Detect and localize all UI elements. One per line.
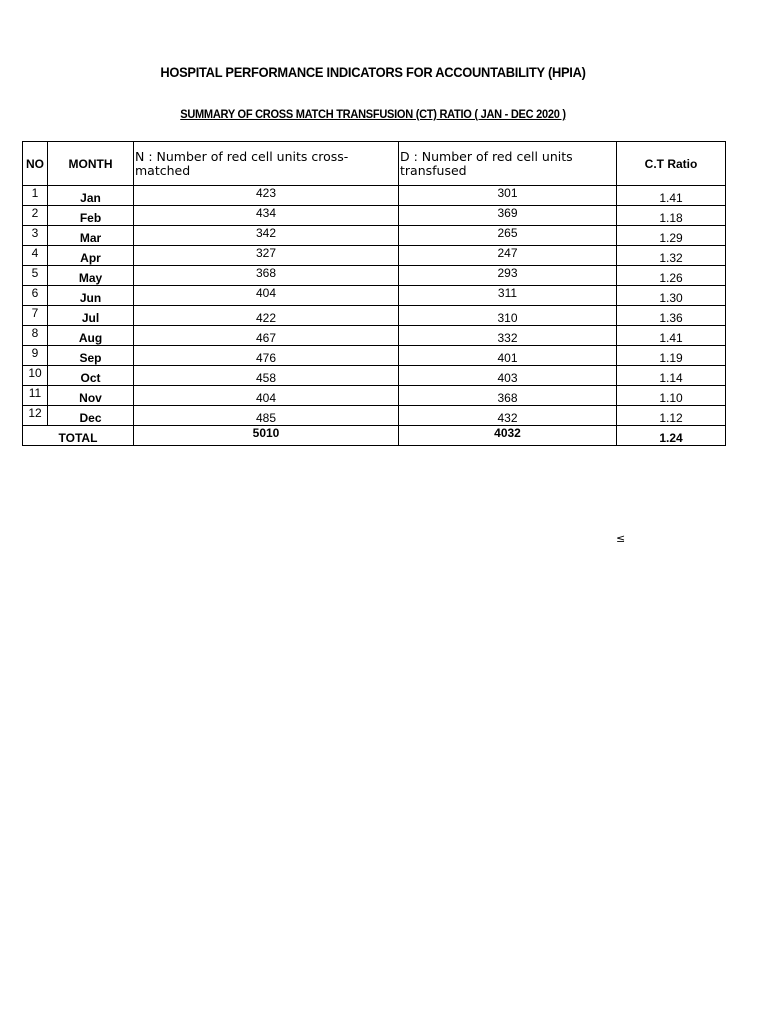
table-row	[23, 386, 726, 406]
row-ct-ratio: 1.14	[617, 366, 726, 386]
document-title: HOSPITAL PERFORMANCE INDICATORS FOR ACCOUNTABILITY (HPIA)	[160, 64, 586, 80]
row-n-value: 368	[134, 266, 399, 286]
row-month: Sep	[48, 346, 134, 366]
table-row	[23, 286, 726, 306]
row-ct-ratio: 1.19	[617, 346, 726, 366]
row-month: Mar	[48, 226, 134, 246]
table-row	[23, 406, 726, 426]
header-no: NO	[23, 142, 48, 186]
table-row	[23, 226, 726, 246]
row-number: 2	[23, 206, 48, 226]
row-n-value: 327	[134, 246, 399, 266]
row-d-value: 301	[399, 186, 617, 206]
row-d-value: 432	[399, 406, 617, 426]
total-row	[23, 426, 726, 446]
table-row	[23, 346, 726, 366]
row-d-value: 247	[399, 246, 617, 266]
row-month: Aug	[48, 326, 134, 346]
row-number: 7	[23, 306, 48, 326]
row-month: Oct	[48, 366, 134, 386]
header-month: MONTH	[48, 142, 134, 186]
row-ct-ratio: 1.36	[617, 306, 726, 326]
row-month: Jul	[48, 306, 134, 326]
row-month: Dec	[48, 406, 134, 426]
row-n-value: 434	[134, 206, 399, 226]
row-month: May	[48, 266, 134, 286]
total-label: TOTAL	[23, 426, 134, 446]
row-month: Apr	[48, 246, 134, 266]
row-d-value: 332	[399, 326, 617, 346]
row-d-value: 401	[399, 346, 617, 366]
header-d-transfused: D : Number of red cell units transfused	[399, 142, 617, 186]
row-number: 12	[23, 406, 48, 426]
row-n-value: 404	[134, 286, 399, 306]
row-d-value: 403	[399, 366, 617, 386]
stray-symbol: ≤	[616, 532, 626, 545]
row-d-value: 369	[399, 206, 617, 226]
total-ct-ratio: 1.24	[617, 426, 726, 446]
row-ct-ratio: 1.41	[617, 326, 726, 346]
row-n-value: 422	[134, 306, 399, 326]
row-ct-ratio: 1.12	[617, 406, 726, 426]
ct-ratio-table	[22, 141, 726, 446]
row-month: Jan	[48, 186, 134, 206]
row-n-value: 467	[134, 326, 399, 346]
total-d-value: 4032	[399, 426, 617, 446]
row-n-value: 476	[134, 346, 399, 366]
header-ct-ratio: C.T Ratio	[617, 142, 726, 186]
row-number: 9	[23, 346, 48, 366]
row-number: 5	[23, 266, 48, 286]
row-d-value: 310	[399, 306, 617, 326]
table-row	[23, 306, 726, 326]
row-d-value: 293	[399, 266, 617, 286]
table-body	[23, 186, 726, 426]
row-n-value: 423	[134, 186, 399, 206]
table-row	[23, 206, 726, 226]
row-ct-ratio: 1.18	[617, 206, 726, 226]
row-month: Nov	[48, 386, 134, 406]
row-month: Feb	[48, 206, 134, 226]
row-month: Jun	[48, 286, 134, 306]
row-number: 4	[23, 246, 48, 266]
row-ct-ratio: 1.32	[617, 246, 726, 266]
row-ct-ratio: 1.41	[617, 186, 726, 206]
document-subtitle: SUMMARY OF CROSS MATCH TRANSFUSION (CT) RATIO ( JAN - DEC 2020 )	[180, 107, 566, 121]
row-number: 11	[23, 386, 48, 406]
total-n-value: 5010	[134, 426, 399, 446]
row-n-value: 342	[134, 226, 399, 246]
row-ct-ratio: 1.26	[617, 266, 726, 286]
row-number: 3	[23, 226, 48, 246]
table-row	[23, 326, 726, 346]
row-number: 10	[23, 366, 48, 386]
row-n-value: 458	[134, 366, 399, 386]
table-header-row	[23, 142, 726, 186]
row-number: 6	[23, 286, 48, 306]
table-row	[23, 186, 726, 206]
table-row	[23, 266, 726, 286]
row-d-value: 311	[399, 286, 617, 306]
header-n-crossmatched: N : Number of red cell units cross-matched	[134, 142, 399, 186]
table-row	[23, 246, 726, 266]
row-n-value: 485	[134, 406, 399, 426]
row-number: 8	[23, 326, 48, 346]
row-ct-ratio: 1.10	[617, 386, 726, 406]
row-d-value: 265	[399, 226, 617, 246]
row-ct-ratio: 1.30	[617, 286, 726, 306]
table-row	[23, 366, 726, 386]
row-number: 1	[23, 186, 48, 206]
row-d-value: 368	[399, 386, 617, 406]
row-ct-ratio: 1.29	[617, 226, 726, 246]
row-n-value: 404	[134, 386, 399, 406]
